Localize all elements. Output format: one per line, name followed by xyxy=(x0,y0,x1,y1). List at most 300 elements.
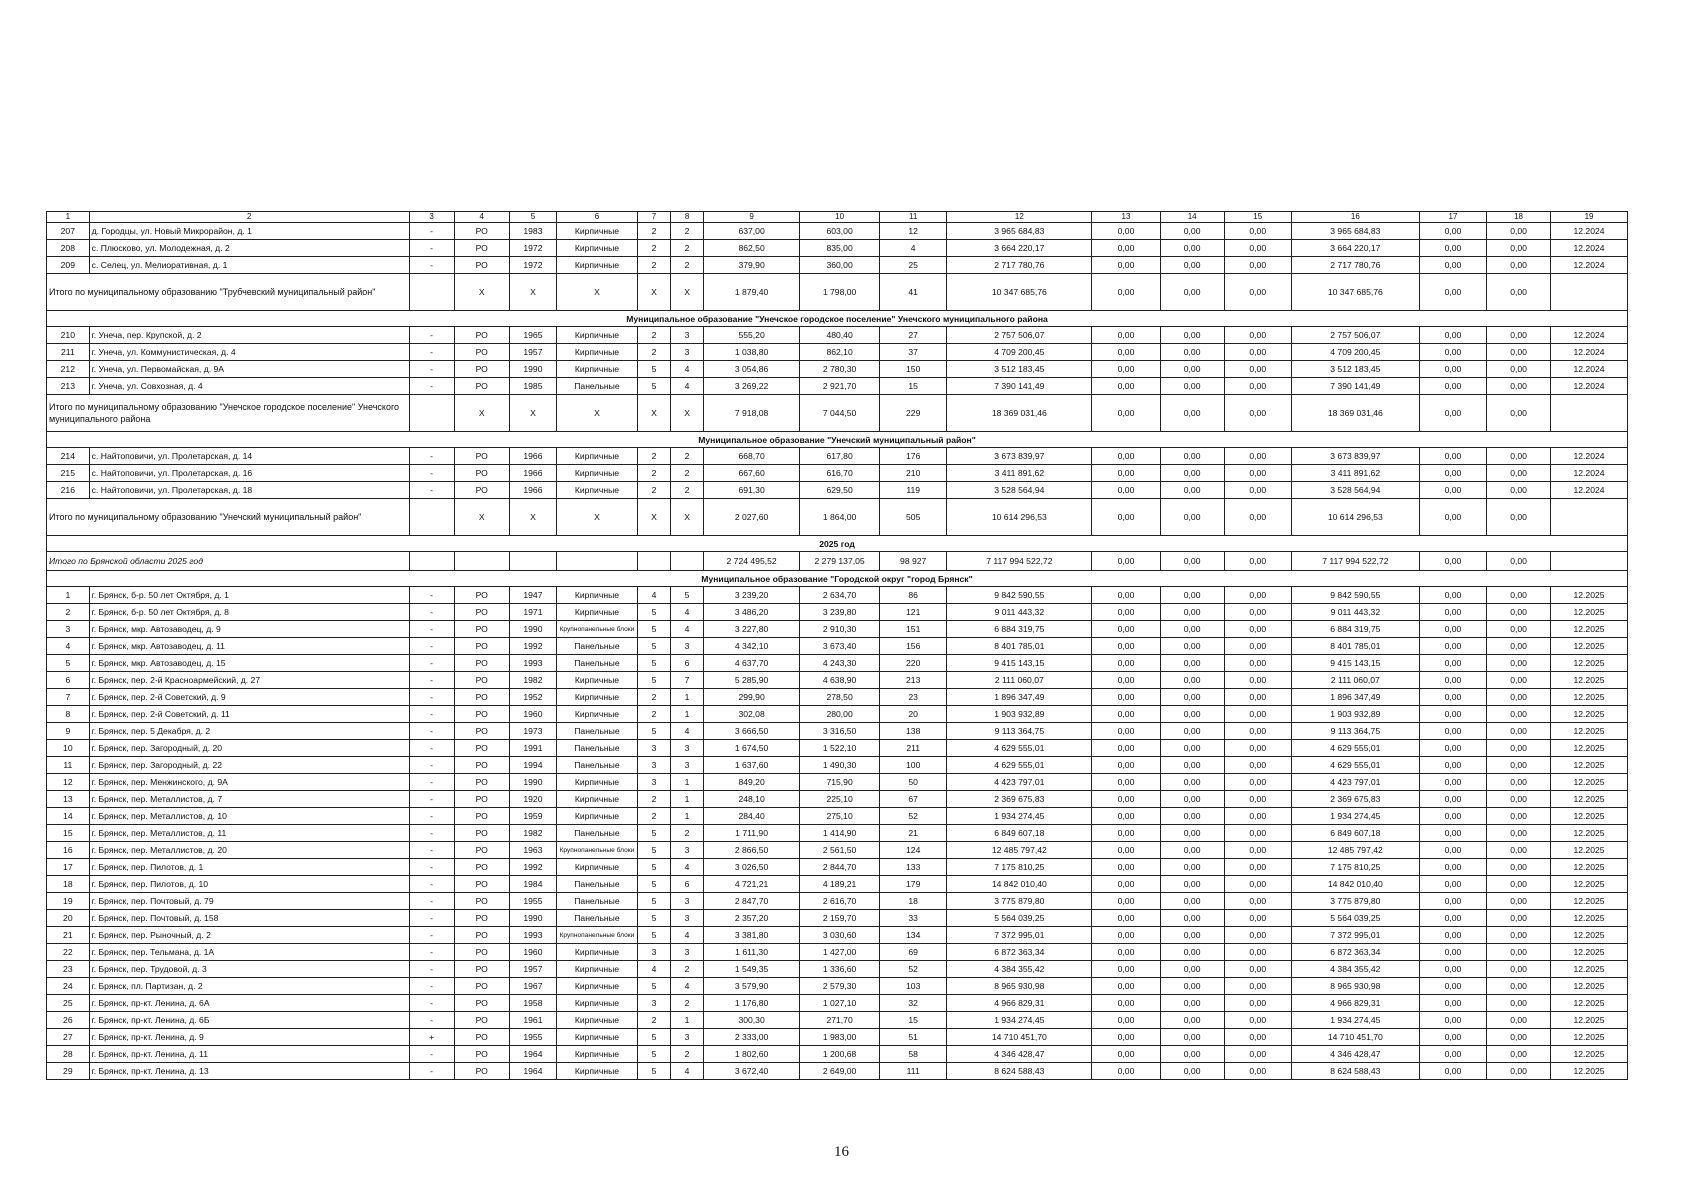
table-cell: 37 xyxy=(880,344,947,361)
table-cell: 12.2024 xyxy=(1551,223,1628,240)
table-cell: 12.2025 xyxy=(1551,791,1628,808)
table-cell: 1955 xyxy=(509,1029,556,1046)
address-cell: г. Брянск, пер. Загородный, д. 20 xyxy=(89,740,409,757)
table-cell: + xyxy=(409,1029,454,1046)
table-cell: 3 381,80 xyxy=(704,927,800,944)
table-cell: - xyxy=(409,223,454,240)
table-cell: 1990 xyxy=(509,621,556,638)
table-cell: 23 xyxy=(47,961,90,978)
total-cell xyxy=(409,274,454,311)
table-cell: 0,00 xyxy=(1419,689,1486,706)
table-cell: 12.2025 xyxy=(1551,978,1628,995)
table-cell: РО xyxy=(454,327,509,344)
table-cell: 1 038,80 xyxy=(704,344,800,361)
section-title: Муниципальное образование "Унечский муниципальный район" xyxy=(47,432,1628,448)
table-cell: 69 xyxy=(880,944,947,961)
table-cell: РО xyxy=(454,791,509,808)
table-cell: 0,00 xyxy=(1419,893,1486,910)
table-cell: 14 710 451,70 xyxy=(947,1029,1092,1046)
table-cell: 3 xyxy=(671,893,704,910)
total-label: Итого по муниципальному образованию "Унечский муниципальный район" xyxy=(47,499,410,536)
table-cell: 0,00 xyxy=(1419,740,1486,757)
table-cell: 0,00 xyxy=(1092,825,1160,842)
table-cell: 4 346 428,47 xyxy=(947,1046,1092,1063)
table-cell: 12.2025 xyxy=(1551,1046,1628,1063)
table-cell: 2 561,50 xyxy=(800,842,880,859)
table-cell: 5 xyxy=(637,655,670,672)
table-cell: 3 227,80 xyxy=(704,621,800,638)
table-cell: 0,00 xyxy=(1419,1029,1486,1046)
table-cell: 0,00 xyxy=(1224,327,1291,344)
table-cell: 26 xyxy=(47,1012,90,1029)
table-cell: 25 xyxy=(47,995,90,1012)
table-cell: 5 xyxy=(637,604,670,621)
table-row xyxy=(47,638,1628,655)
table-cell: 0,00 xyxy=(1487,740,1551,757)
table-row xyxy=(47,944,1628,961)
table-cell: 121 xyxy=(880,604,947,621)
table-cell: 134 xyxy=(880,927,947,944)
table-cell: 1990 xyxy=(509,361,556,378)
table-cell: 603,00 xyxy=(800,223,880,240)
table-cell: Кирпичные xyxy=(556,961,637,978)
table-cell: 0,00 xyxy=(1419,621,1486,638)
table-cell: 0,00 xyxy=(1487,240,1551,257)
total-cell: 0,00 xyxy=(1092,274,1160,311)
table-cell: 0,00 xyxy=(1092,327,1160,344)
table-cell: 9 415 143,15 xyxy=(1291,655,1419,672)
table-row xyxy=(47,655,1628,672)
table-cell: 4 xyxy=(671,361,704,378)
table-cell: РО xyxy=(454,1046,509,1063)
table-cell: 0,00 xyxy=(1092,1029,1160,1046)
table-cell: 0,00 xyxy=(1092,344,1160,361)
table-cell: - xyxy=(409,995,454,1012)
total-cell: X xyxy=(556,499,637,536)
table-cell: 3 xyxy=(671,327,704,344)
total-cell: 7 044,50 xyxy=(800,395,880,432)
table-cell: 1957 xyxy=(509,961,556,978)
table-cell: 16 xyxy=(47,842,90,859)
table-cell: 4 342,10 xyxy=(704,638,800,655)
table-cell: 50 xyxy=(880,774,947,791)
table-cell: 0,00 xyxy=(1160,842,1224,859)
table-cell: 1973 xyxy=(509,723,556,740)
table-cell: 9 113 364,75 xyxy=(1291,723,1419,740)
table-cell: 213 xyxy=(880,672,947,689)
table-cell: 4 xyxy=(671,1063,704,1080)
table-cell: 4 637,70 xyxy=(704,655,800,672)
table-cell: - xyxy=(409,774,454,791)
column-number: 6 xyxy=(556,212,637,223)
table-cell: 4 243,30 xyxy=(800,655,880,672)
table-cell: 15 xyxy=(880,1012,947,1029)
table-cell: 1 896 347,49 xyxy=(1291,689,1419,706)
table-cell: Кирпичные xyxy=(556,223,637,240)
table-cell: 0,00 xyxy=(1487,893,1551,910)
table-cell: 2 xyxy=(671,482,704,499)
table-cell: 0,00 xyxy=(1419,1046,1486,1063)
table-cell: РО xyxy=(454,587,509,604)
table-cell: 0,00 xyxy=(1419,482,1486,499)
table-cell: 0,00 xyxy=(1419,706,1486,723)
table-cell: 21 xyxy=(880,825,947,842)
table-cell: 2 717 780,76 xyxy=(947,257,1092,274)
table-cell: 3 026,50 xyxy=(704,859,800,876)
table-cell: 3 528 564,94 xyxy=(947,482,1092,499)
table-cell: 0,00 xyxy=(1160,774,1224,791)
table-cell: 2 xyxy=(671,825,704,842)
table-cell: 299,90 xyxy=(704,689,800,706)
table-row xyxy=(47,344,1628,361)
table-cell: Крупнопанельные блоки xyxy=(556,621,637,638)
table-cell: Панельные xyxy=(556,740,637,757)
table-cell: 0,00 xyxy=(1419,859,1486,876)
table-cell: 1 611,30 xyxy=(704,944,800,961)
table-cell: 12.2025 xyxy=(1551,604,1628,621)
address-cell: г. Брянск, б-р. 50 лет Октября, д. 1 xyxy=(89,587,409,604)
total-cell xyxy=(509,552,556,571)
table-cell: 2 xyxy=(637,482,670,499)
table-cell: 1964 xyxy=(509,1046,556,1063)
table-cell: 835,00 xyxy=(800,240,880,257)
address-cell: г. Брянск, пер. Металлистов, д. 11 xyxy=(89,825,409,842)
table-cell: РО xyxy=(454,621,509,638)
total-cell: 10 347 685,76 xyxy=(1291,274,1419,311)
table-cell: РО xyxy=(454,961,509,978)
table-cell: Крупнопанельные блоки xyxy=(556,842,637,859)
table-cell: 0,00 xyxy=(1419,361,1486,378)
address-cell: г. Брянск, пер. Пилотов, д. 10 xyxy=(89,876,409,893)
table-cell: 4 xyxy=(671,723,704,740)
table-cell: 0,00 xyxy=(1224,859,1291,876)
table-cell: 1959 xyxy=(509,808,556,825)
table-cell: 12.2025 xyxy=(1551,723,1628,740)
table-cell: Кирпичные xyxy=(556,448,637,465)
table-cell: 0,00 xyxy=(1160,655,1224,672)
address-cell: г. Брянск, пер. Почтовый, д. 158 xyxy=(89,910,409,927)
table-cell: 12.2025 xyxy=(1551,893,1628,910)
table-cell: 10 xyxy=(47,740,90,757)
table-cell: Кирпичные xyxy=(556,344,637,361)
table-cell: 5 xyxy=(637,1029,670,1046)
table-cell: - xyxy=(409,978,454,995)
table-cell: 2 910,30 xyxy=(800,621,880,638)
table-cell: Кирпичные xyxy=(556,604,637,621)
address-cell: г. Брянск, пер. Металлистов, д. 10 xyxy=(89,808,409,825)
table-cell: 2 xyxy=(637,465,670,482)
table-cell: 1952 xyxy=(509,689,556,706)
table-cell: 1920 xyxy=(509,791,556,808)
table-cell: 7 xyxy=(671,672,704,689)
table-cell: 12 485 797,42 xyxy=(947,842,1092,859)
address-cell: г. Брянск, мкр. Автозаводец, д. 11 xyxy=(89,638,409,655)
table-cell: 7 xyxy=(47,689,90,706)
total-cell: 0,00 xyxy=(1419,499,1486,536)
table-cell: 0,00 xyxy=(1160,978,1224,995)
table-cell: 0,00 xyxy=(1487,1046,1551,1063)
table-cell: 0,00 xyxy=(1487,604,1551,621)
table-cell: РО xyxy=(454,808,509,825)
section-title: Муниципальное образование "Городской округ "город Брянск" xyxy=(47,571,1628,587)
table-cell: Панельные xyxy=(556,893,637,910)
table-cell: 1 934 274,45 xyxy=(947,808,1092,825)
table-cell: 0,00 xyxy=(1487,465,1551,482)
table-cell: 6 872 363,34 xyxy=(947,944,1092,961)
table-cell: 0,00 xyxy=(1160,927,1224,944)
table-cell: - xyxy=(409,723,454,740)
table-cell: 0,00 xyxy=(1487,774,1551,791)
table-cell: 668,70 xyxy=(704,448,800,465)
table-cell: 0,00 xyxy=(1419,978,1486,995)
table-cell: Панельные xyxy=(556,638,637,655)
table-row xyxy=(47,689,1628,706)
table-cell: 0,00 xyxy=(1224,638,1291,655)
table-cell: 2 111 060,07 xyxy=(947,672,1092,689)
table-cell: 1966 xyxy=(509,482,556,499)
table-cell: 1961 xyxy=(509,1012,556,1029)
table-cell: 2 xyxy=(671,465,704,482)
table-cell: 9 011 443,32 xyxy=(947,604,1092,621)
table-cell: 0,00 xyxy=(1160,604,1224,621)
table-cell: 151 xyxy=(880,621,947,638)
table-cell: 138 xyxy=(880,723,947,740)
table-cell: 133 xyxy=(880,859,947,876)
table-cell: 1960 xyxy=(509,706,556,723)
total-cell: 98 927 xyxy=(880,552,947,571)
table-cell: - xyxy=(409,859,454,876)
table-row xyxy=(47,672,1628,689)
table-cell: 0,00 xyxy=(1092,944,1160,961)
table-cell: 5 xyxy=(637,876,670,893)
table-cell: Кирпичные xyxy=(556,1046,637,1063)
table-cell: 12.2025 xyxy=(1551,672,1628,689)
table-cell: 12.2025 xyxy=(1551,859,1628,876)
total-cell: 0,00 xyxy=(1224,499,1291,536)
table-cell: 8 401 785,01 xyxy=(947,638,1092,655)
table-cell: 0,00 xyxy=(1160,740,1224,757)
table-cell: 0,00 xyxy=(1160,706,1224,723)
total-cell: 0,00 xyxy=(1224,395,1291,432)
address-cell: с. Найтоповичи, ул. Пролетарская, д. 14 xyxy=(89,448,409,465)
table-cell: 28 xyxy=(47,1046,90,1063)
table-cell: 1 983,00 xyxy=(800,1029,880,1046)
table-cell: 20 xyxy=(880,706,947,723)
table-cell: 14 842 010,40 xyxy=(1291,876,1419,893)
table-cell: 0,00 xyxy=(1487,621,1551,638)
address-cell: г. Брянск, пер. Загородный, д. 22 xyxy=(89,757,409,774)
column-number: 7 xyxy=(637,212,670,223)
table-cell: - xyxy=(409,825,454,842)
table-cell: 6 872 363,34 xyxy=(1291,944,1419,961)
total-cell: 18 369 031,46 xyxy=(947,395,1092,432)
table-cell: 2 xyxy=(637,327,670,344)
table-cell: 2 921,70 xyxy=(800,378,880,395)
table-cell: 480,40 xyxy=(800,327,880,344)
table-cell: 1 xyxy=(671,689,704,706)
table-cell: 3 030,60 xyxy=(800,927,880,944)
table-cell: 0,00 xyxy=(1224,1012,1291,1029)
table-cell: 1972 xyxy=(509,257,556,274)
table-cell: 150 xyxy=(880,361,947,378)
table-cell: РО xyxy=(454,223,509,240)
table-cell: - xyxy=(409,465,454,482)
table-cell: 12.2024 xyxy=(1551,361,1628,378)
table-cell: 0,00 xyxy=(1224,791,1291,808)
table-cell: 12.2025 xyxy=(1551,757,1628,774)
table-cell: 0,00 xyxy=(1224,1063,1291,1080)
table-cell: 0,00 xyxy=(1224,876,1291,893)
table-cell: 0,00 xyxy=(1487,995,1551,1012)
column-number: 9 xyxy=(704,212,800,223)
table-cell: 4 xyxy=(47,638,90,655)
table-cell: 0,00 xyxy=(1092,1063,1160,1080)
table-cell: РО xyxy=(454,1029,509,1046)
table-cell: 5 xyxy=(637,672,670,689)
table-cell: 1 xyxy=(671,808,704,825)
table-cell: - xyxy=(409,757,454,774)
address-cell: г. Брянск, пер. Металлистов, д. 7 xyxy=(89,791,409,808)
table-cell: 15 xyxy=(880,378,947,395)
table-cell: 4 xyxy=(671,927,704,944)
table-cell: 12.2025 xyxy=(1551,655,1628,672)
table-cell: - xyxy=(409,655,454,672)
table-cell: 0,00 xyxy=(1160,587,1224,604)
table-cell: 3 316,50 xyxy=(800,723,880,740)
table-cell: 12.2025 xyxy=(1551,638,1628,655)
table-cell: 1 934 274,45 xyxy=(947,1012,1092,1029)
table-cell: 1 903 932,89 xyxy=(947,706,1092,723)
table-cell: 0,00 xyxy=(1487,1029,1551,1046)
table-cell: Крупнопанельные блоки xyxy=(556,927,637,944)
table-cell: 0,00 xyxy=(1419,1063,1486,1080)
table-cell: Панельные xyxy=(556,655,637,672)
table-cell: РО xyxy=(454,361,509,378)
table-cell: 0,00 xyxy=(1160,689,1224,706)
total-cell: 1 879,40 xyxy=(704,274,800,311)
table-cell: 4 xyxy=(671,378,704,395)
subtotal-row xyxy=(47,499,1628,536)
table-cell: 3 xyxy=(671,740,704,757)
table-cell: 7 175 810,25 xyxy=(947,859,1092,876)
table-cell: Кирпичные xyxy=(556,978,637,995)
table-cell: 67 xyxy=(880,791,947,808)
table-cell: 862,10 xyxy=(800,344,880,361)
table-cell: 275,10 xyxy=(800,808,880,825)
column-number: 12 xyxy=(947,212,1092,223)
table-row xyxy=(47,825,1628,842)
table-cell: 1982 xyxy=(509,825,556,842)
table-cell: 0,00 xyxy=(1160,791,1224,808)
table-cell: 9 415 143,15 xyxy=(947,655,1092,672)
table-cell: 12.2024 xyxy=(1551,327,1628,344)
total-cell: 0,00 xyxy=(1160,274,1224,311)
table-cell: 0,00 xyxy=(1419,378,1486,395)
table-row xyxy=(47,706,1628,723)
total-cell xyxy=(1551,499,1628,536)
table-cell: 24 xyxy=(47,978,90,995)
table-cell: 1971 xyxy=(509,604,556,621)
total-cell: 1 864,00 xyxy=(800,499,880,536)
table-cell: 3 775 879,80 xyxy=(1291,893,1419,910)
table-cell: РО xyxy=(454,604,509,621)
table-cell: 0,00 xyxy=(1487,378,1551,395)
table-cell: Кирпичные xyxy=(556,1063,637,1080)
total-label: Итого по Брянской области 2025 год xyxy=(47,552,410,571)
total-cell: 0,00 xyxy=(1160,499,1224,536)
table-cell: 25 xyxy=(880,257,947,274)
total-cell: X xyxy=(509,395,556,432)
table-cell: Кирпичные xyxy=(556,361,637,378)
table-cell: 1 414,90 xyxy=(800,825,880,842)
table-cell: 1 176,80 xyxy=(704,995,800,1012)
table-cell: 3 666,50 xyxy=(704,723,800,740)
table-cell: 0,00 xyxy=(1419,723,1486,740)
table-cell: 1 027,10 xyxy=(800,995,880,1012)
table-row xyxy=(47,465,1628,482)
table-cell: Панельные xyxy=(556,757,637,774)
table-cell: 5 xyxy=(637,1046,670,1063)
table-cell: 12.2025 xyxy=(1551,587,1628,604)
table-cell: 12.2024 xyxy=(1551,344,1628,361)
table-cell: 3 664 220,17 xyxy=(1291,240,1419,257)
table-cell: 3 xyxy=(671,344,704,361)
table-cell: 5 xyxy=(637,621,670,638)
table-cell: 12.2025 xyxy=(1551,808,1628,825)
table-cell: 176 xyxy=(880,448,947,465)
table-cell: 0,00 xyxy=(1224,672,1291,689)
table-cell: 18 xyxy=(47,876,90,893)
total-cell: X xyxy=(671,499,704,536)
table-cell: 124 xyxy=(880,842,947,859)
table-cell: 0,00 xyxy=(1419,995,1486,1012)
table-cell: 0,00 xyxy=(1160,808,1224,825)
section-header-row xyxy=(47,311,1628,327)
table-row xyxy=(47,808,1628,825)
table-cell: 2 111 060,07 xyxy=(1291,672,1419,689)
table-cell: 5 285,90 xyxy=(704,672,800,689)
table-cell: 2 579,30 xyxy=(800,978,880,995)
address-cell: г. Брянск, пер. Трудовой, д. 3 xyxy=(89,961,409,978)
table-cell: 225,10 xyxy=(800,791,880,808)
table-cell: 0,00 xyxy=(1224,944,1291,961)
table-cell: 5 xyxy=(637,927,670,944)
table-cell: 1991 xyxy=(509,740,556,757)
total-cell xyxy=(409,395,454,432)
table-cell: 3 xyxy=(637,944,670,961)
table-cell: 2 333,00 xyxy=(704,1029,800,1046)
table-cell: РО xyxy=(454,482,509,499)
table-cell: 4 709 200,45 xyxy=(1291,344,1419,361)
table-cell: Кирпичные xyxy=(556,995,637,1012)
total-cell: 229 xyxy=(880,395,947,432)
total-cell: X xyxy=(454,499,509,536)
table-cell: 7 372 995,01 xyxy=(1291,927,1419,944)
table-cell: 12.2025 xyxy=(1551,1029,1628,1046)
table-cell: Панельные xyxy=(556,825,637,842)
grand-total-row xyxy=(47,552,1628,571)
table-cell: 0,00 xyxy=(1487,344,1551,361)
table-cell: РО xyxy=(454,740,509,757)
total-cell: 0,00 xyxy=(1092,499,1160,536)
table-cell: 6 884 319,75 xyxy=(1291,621,1419,638)
total-cell: X xyxy=(637,499,670,536)
table-cell: 0,00 xyxy=(1092,995,1160,1012)
table-cell: 300,30 xyxy=(704,1012,800,1029)
table-cell: - xyxy=(409,240,454,257)
table-cell: - xyxy=(409,378,454,395)
table-cell: 0,00 xyxy=(1419,587,1486,604)
